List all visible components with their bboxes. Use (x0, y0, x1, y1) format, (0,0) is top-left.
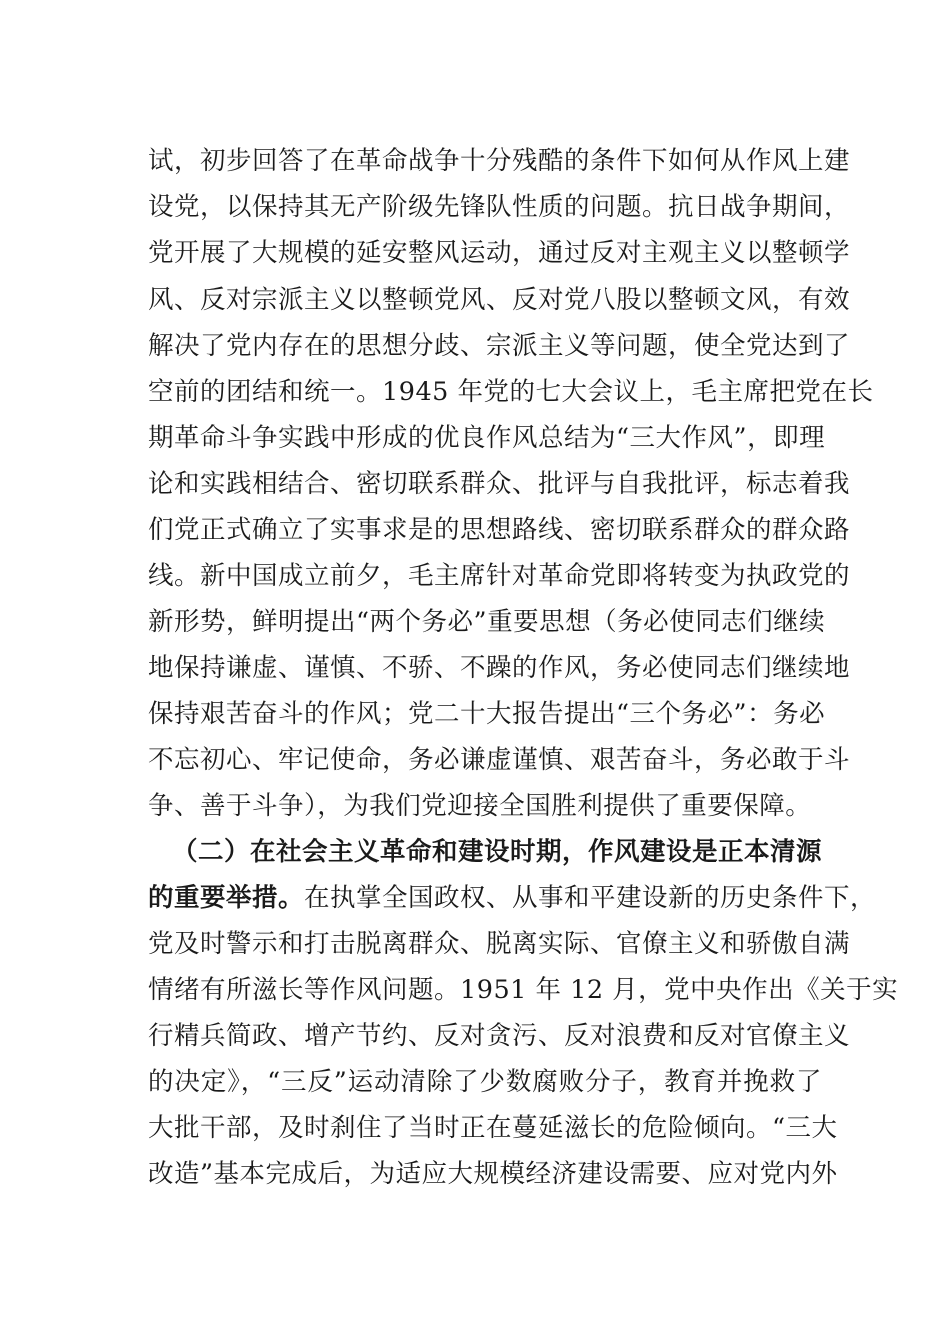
section-heading-line: （二）在社会主义革命和建设时期，作风建设是正本清源 (172, 837, 823, 867)
text-span: 在执掌全国政权、从事和平建设新的历史条件下， (304, 883, 877, 913)
text-line: 设党，以保持其无产阶级先锋队性质的问题。抗日战争期间， (148, 192, 851, 222)
text-line (148, 875, 877, 921)
text-line: 线。新中国成立前夕，毛主席针对革命党即将转变为执政党的 (148, 561, 851, 591)
text-line: 情绪有所滋长等作风问题。1951 年 12 月，党中央作出《关于实 (148, 975, 899, 1005)
text-line: 党开展了大规模的延安整风运动，通过反对主观主义以整顿学 (148, 238, 851, 268)
text-line: 大批干部，及时刹住了当时正在蔓延滋长的危险倾向。“三大 (148, 1113, 838, 1143)
text-line: 期革命斗争实践中形成的优良作风总结为“三大作风”，即理 (148, 423, 826, 453)
text-line: 风、反对宗派主义以整顿党风、反对党八股以整顿文风，有效 (148, 285, 851, 315)
section-heading-tail: 的重要举措。 (148, 883, 305, 913)
text-line: 的决定》，“三反”运动清除了少数腐败分子，教育并挽救了 (148, 1067, 822, 1097)
text-line: 改造”基本完成后，为适应大规模经济建设需要、应对党内外 (148, 1159, 838, 1189)
text-line: 党及时警示和打击脱离群众、脱离实际、官僚主义和骄傲自满 (148, 929, 851, 959)
text-line: 争、善于斗争），为我们党迎接全国胜利提供了重要保障。 (148, 791, 812, 821)
text-line: 新形势，鲜明提出“两个务必”重要思想（务必使同志们继续 (148, 607, 826, 637)
text-line: 空前的团结和统一。1945 年党的七大会议上，毛主席把党在长 (148, 377, 874, 407)
text-line: 论和实践相结合、密切联系群众、批评与自我批评，标志着我 (148, 469, 851, 499)
text-line: 行精兵简政、增产节约、反对贪污、反对浪费和反对官僚主义 (148, 1021, 851, 1051)
text-line: 们党正式确立了实事求是的思想路线、密切联系群众的群众路 (148, 515, 851, 545)
text-line: 试，初步回答了在革命战争十分残酷的条件下如何从作风上建 (148, 146, 851, 176)
text-line: 不忘初心、牢记使命，务必谦虚谨慎、艰苦奋斗，务必敢于斗 (148, 745, 851, 775)
text-line: 解决了党内存在的思想分歧、宗派主义等问题，使全党达到了 (148, 331, 851, 361)
text-line: 地保持谦虚、谨慎、不骄、不躁的作风，务必使同志们继续地 (148, 653, 851, 683)
text-line: 保持艰苦奋斗的作风；党二十大报告提出“三个务必”：务必 (148, 699, 826, 729)
